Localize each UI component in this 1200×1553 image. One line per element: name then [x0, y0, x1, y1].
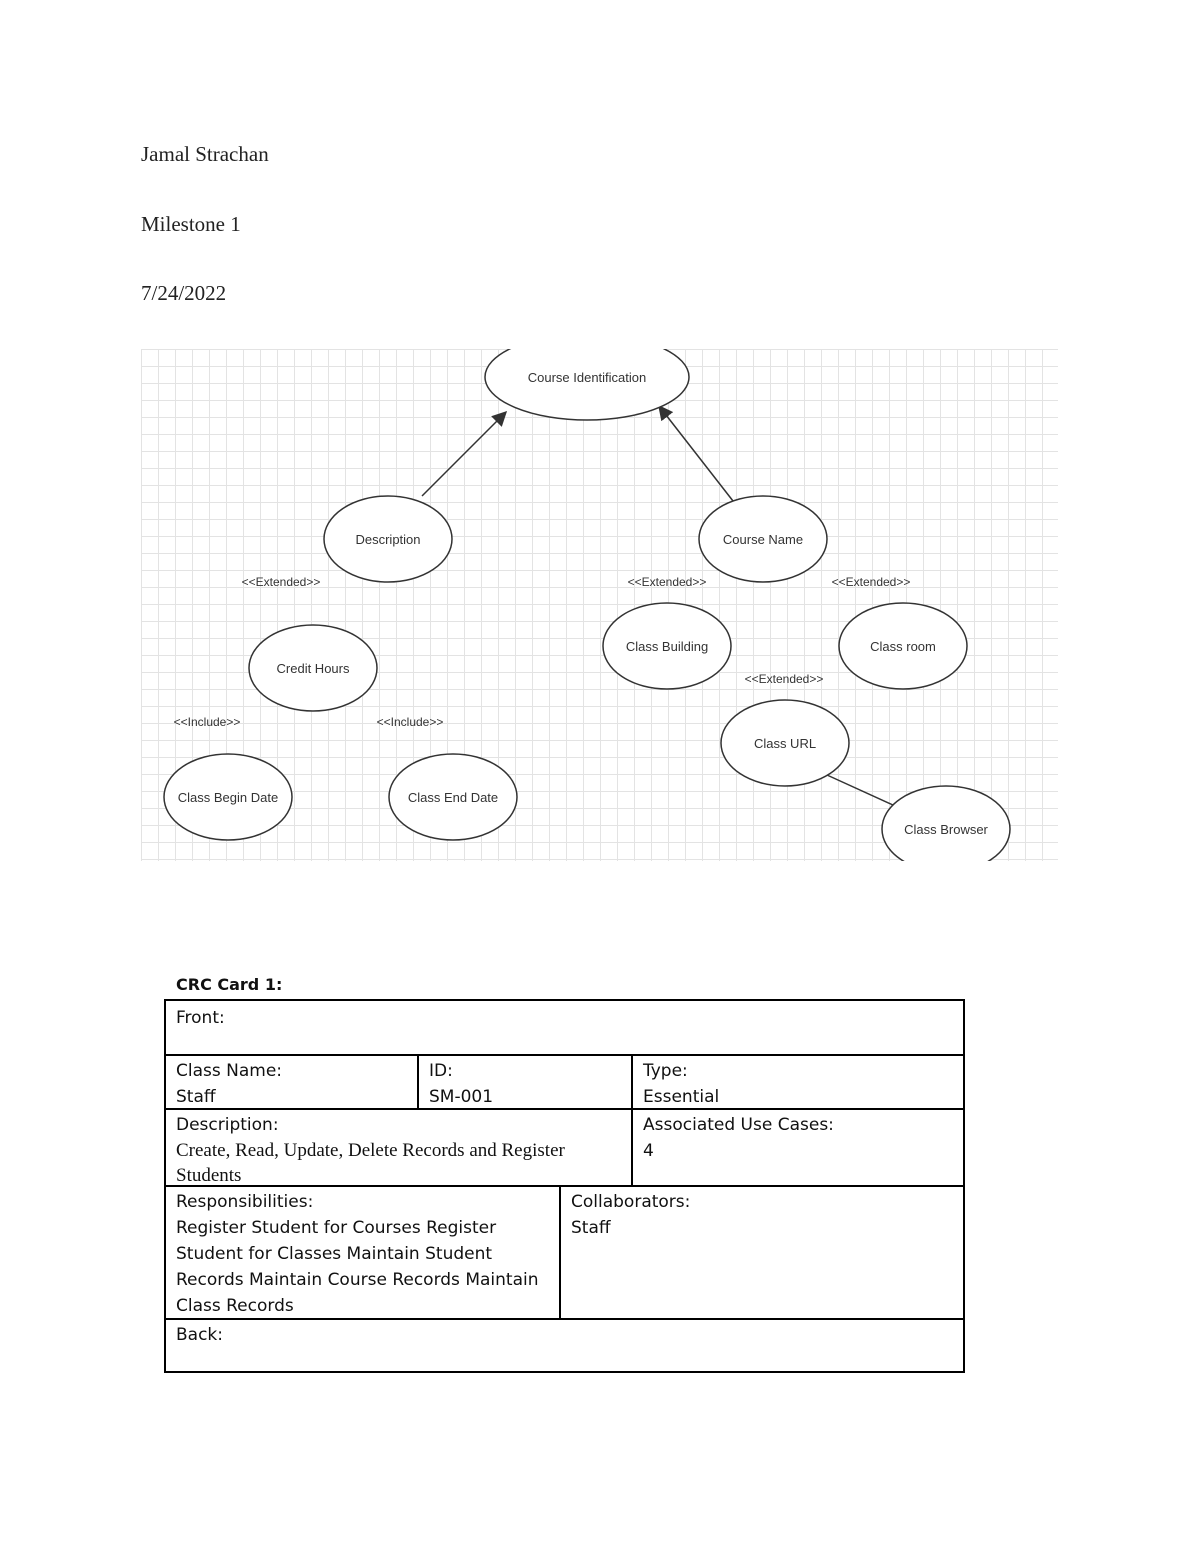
crc-card-title: CRC Card 1:	[176, 975, 283, 994]
label-class-end-date: Class End Date	[407, 790, 499, 805]
stereotype-extended-description: <<Extended>>	[241, 575, 321, 589]
crc-class-name-cell	[166, 1054, 417, 1108]
stereotype-include-begin: <<Include>>	[173, 715, 241, 729]
document-date: 7/24/2022	[141, 281, 227, 305]
crc-responsibilities-cell	[166, 1185, 559, 1318]
label-course-identification: Course Identification	[527, 370, 647, 385]
stereotype-extended-building: <<Extended>>	[627, 575, 707, 589]
crc-responsibilities-value: Register Student for Courses Register Student for Classes Maintain Student Records Maintain Course Records Maintain Class Records	[176, 1218, 539, 1316]
use-case-diagram	[141, 349, 1058, 861]
crc-type-cell	[633, 1054, 963, 1108]
crc-id-label: ID:	[429, 1061, 453, 1081]
crc-type-value: Essential	[643, 1087, 720, 1107]
crc-class-name-label: Class Name:	[176, 1061, 283, 1081]
stereotype-include-end: <<Include>>	[376, 715, 444, 729]
crc-collaborators-label: Collaborators:	[571, 1192, 691, 1212]
use-case-diagram-svg	[141, 349, 1058, 861]
label-class-browser: Class Browser	[904, 822, 988, 837]
crc-back-cell	[166, 1318, 963, 1371]
connector-course-name-to-course-identification	[659, 406, 733, 501]
crc-front-cell	[166, 1001, 963, 1054]
crc-responsibilities-label: Responsibilities:	[176, 1192, 314, 1212]
crc-description-label: Description:	[176, 1115, 279, 1135]
label-credit-hours: Credit Hours	[276, 661, 350, 676]
crc-use-cases-label: Associated Use Cases:	[643, 1115, 834, 1135]
label-class-room: Class room	[870, 639, 936, 654]
label-description: Description	[355, 532, 421, 547]
crc-description-value: Create, Read, Update, Delete Records and Register Students	[176, 1140, 565, 1186]
crc-description-cell	[166, 1108, 631, 1185]
crc-id-cell	[419, 1054, 631, 1108]
crc-class-name-value: Staff	[176, 1087, 216, 1107]
stereotype-extended-url: <<Extended>>	[744, 672, 824, 686]
stereotype-extended-room: <<Extended>>	[831, 575, 911, 589]
crc-use-cases-cell	[633, 1108, 963, 1185]
crc-type-label: Type:	[643, 1061, 688, 1081]
crc-collaborators-value: Staff	[571, 1218, 611, 1238]
crc-id-value: SM-001	[429, 1087, 494, 1107]
assignment-title: Milestone 1	[141, 212, 241, 236]
label-course-name: Course Name	[722, 532, 804, 547]
label-class-begin-date: Class Begin Date	[177, 790, 279, 805]
label-class-building: Class Building	[625, 639, 709, 654]
crc-use-cases-value: 4	[643, 1141, 654, 1161]
connector-class-url-to-class-browser	[827, 775, 893, 805]
author-name: Jamal Strachan	[141, 142, 269, 166]
crc-front-label: Front:	[176, 1008, 225, 1028]
label-class-url: Class URL	[753, 736, 817, 751]
connector-description-to-course-identification	[422, 412, 506, 496]
crc-collaborators-cell	[561, 1185, 963, 1318]
crc-back-label: Back:	[176, 1325, 223, 1345]
crc-card-table	[164, 999, 965, 1373]
